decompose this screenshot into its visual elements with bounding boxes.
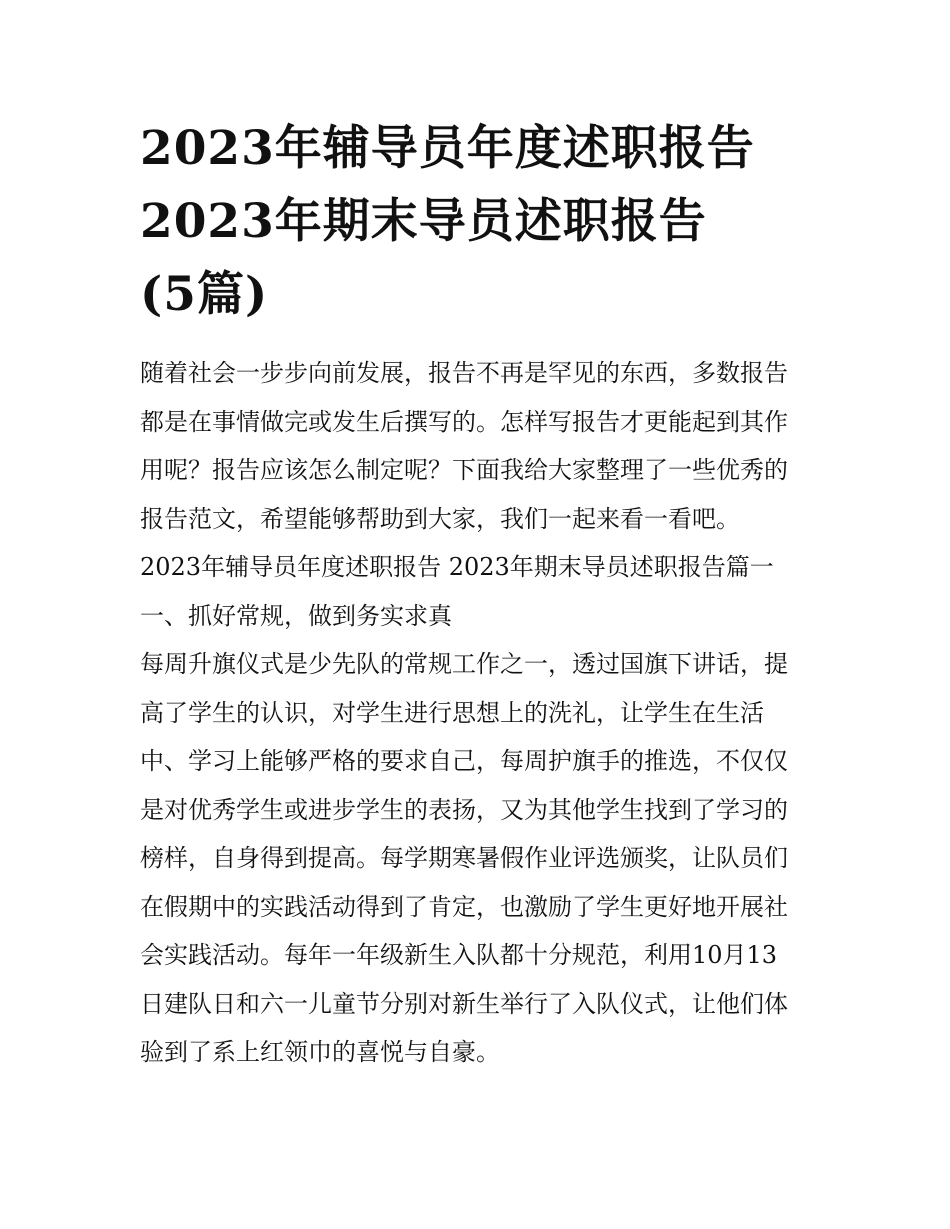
paragraph-line: 在假期中的实践活动得到了肯定，也激励了学生更好地开展社: [140, 892, 788, 921]
intro-line: 随着社会一步步向前发展，报告不再是罕见的东西，多数报告: [140, 359, 788, 387]
paragraph-line: 高了学生的认识，对学生进行思想上的洗礼，让学生在生活: [140, 698, 764, 727]
intro-paragraph: [140, 349, 820, 543]
paragraph-line: 验到了系上红领巾的喜悦与自豪。: [140, 1038, 500, 1066]
paragraph-line: 中、学习上能够严格的要求自己，每周护旗手的推选，不仅仅: [140, 747, 788, 775]
body-paragraph: [140, 640, 820, 1077]
intro-line: 报告范文，希望能够帮助到大家，我们一起来看一看吧。: [140, 504, 740, 533]
paragraph-line: 榜样，自身得到提高。每学期寒暑假作业评选颁奖，让队员们: [140, 844, 788, 872]
document-title: 2023年辅导员年度述职报告 2023年期末导员述职报告(5篇): [140, 121, 755, 322]
paragraph-line: 会实践活动。每年一年级新生入队都十分规范，利用10月13: [140, 941, 778, 969]
document-body: [140, 349, 820, 1077]
intro-line: 用呢？报告应该怎么制定呢？下面我给大家整理了一些优秀的: [140, 456, 788, 484]
document-page: [140, 112, 820, 1077]
section-heading: 2023年辅导员年度述职报告 2023年期末导员述职报告篇一: [140, 553, 774, 581]
paragraph-line: 每周升旗仪式是少先队的常规工作之一，透过国旗下讲话，提: [140, 650, 788, 678]
paragraph-line: 是对优秀学生或进步学生的表扬，又为其他学生找到了学习的: [140, 795, 788, 824]
intro-line: 都是在事情做完或发生后撰写的。怎样写报告才更能起到其作: [140, 407, 788, 436]
paragraph-line: 日建队日和六一儿童节分别对新生举行了入队仪式，让他们体: [140, 989, 788, 1018]
subheading: 一、抓好常规，做到务实求真: [140, 601, 452, 630]
